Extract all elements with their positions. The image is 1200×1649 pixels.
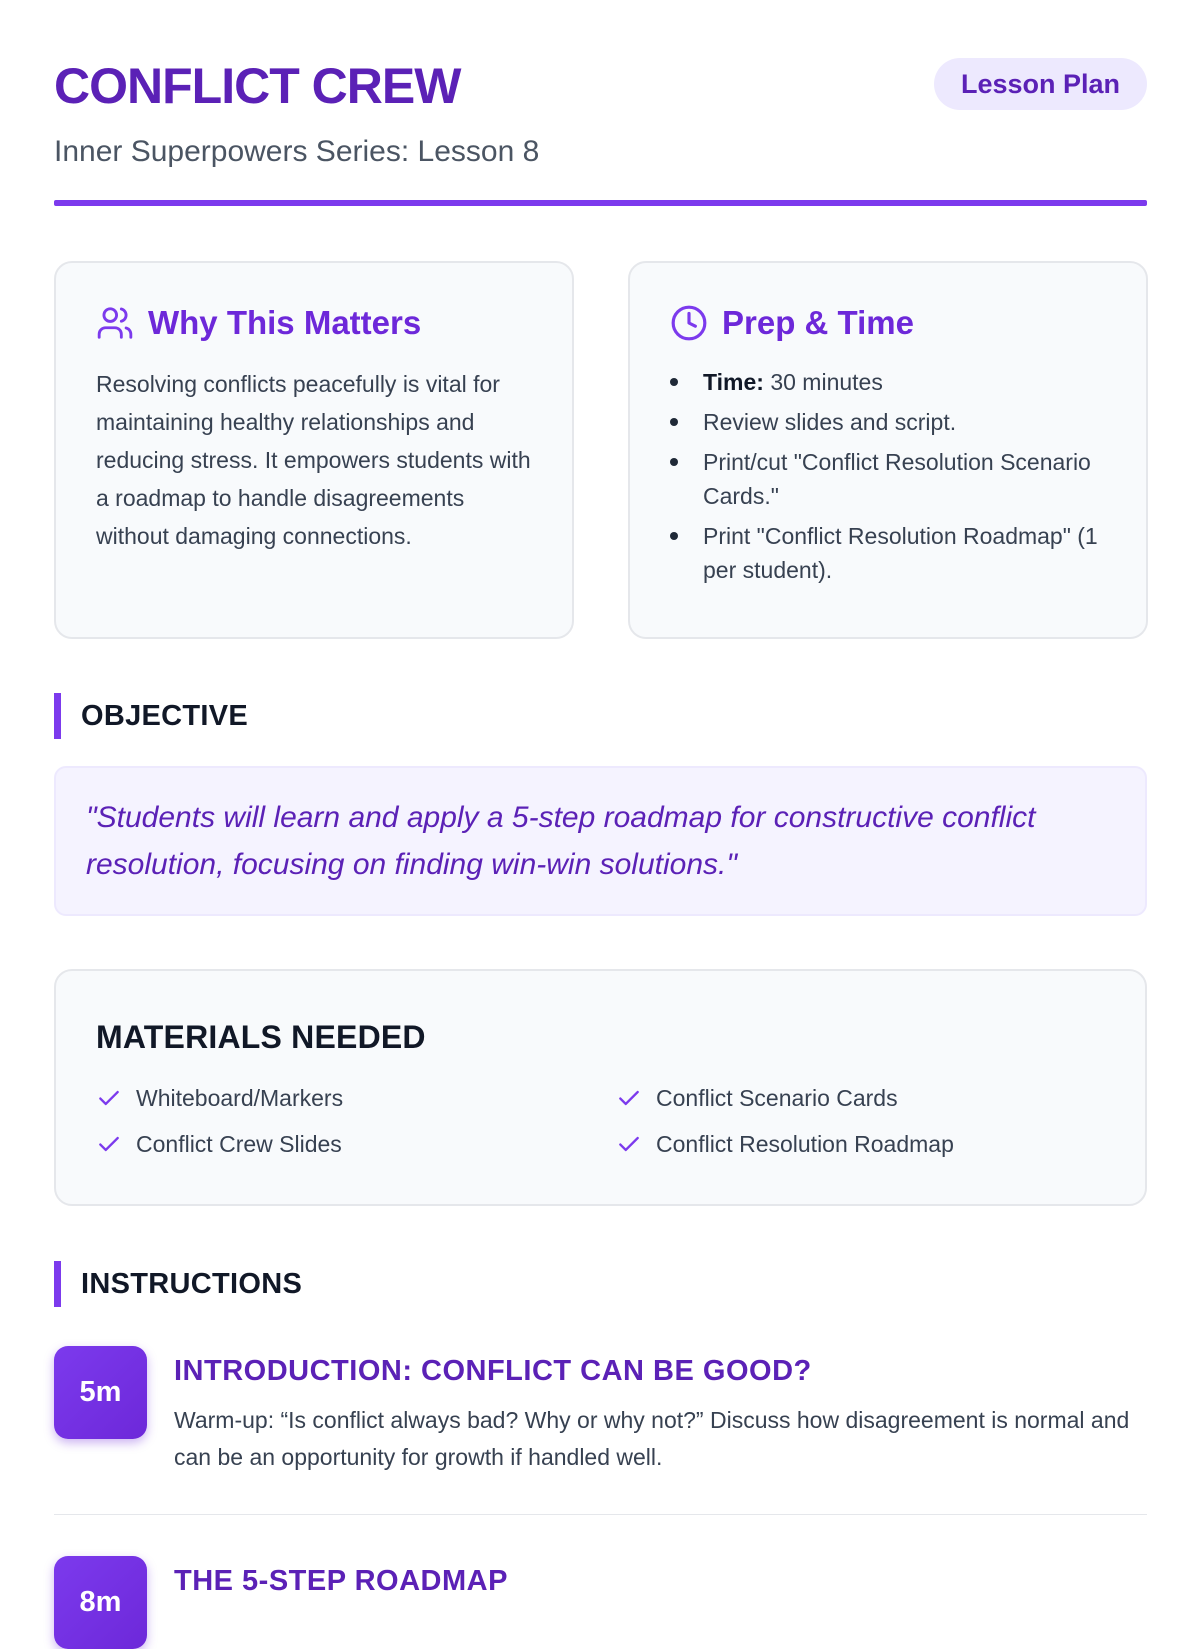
list-item — [670, 365, 1106, 399]
step-divider — [54, 1514, 1147, 1515]
lesson-plan-badge: Lesson Plan — [934, 58, 1147, 110]
materials-card — [54, 969, 1147, 1206]
list-item: Review slides and script. — [670, 405, 1106, 439]
why-this-matters-card — [54, 261, 574, 639]
list-item: Whiteboard/Markers — [96, 1081, 616, 1115]
header-divider — [54, 200, 1147, 206]
check-icon — [616, 1085, 642, 1111]
why-card-body: Resolving conflicts peacefully is vital for maintaining healthy relationships and reducing stress. It empowers students with a roadmap to handle disagreements without damaging connections. — [96, 371, 531, 549]
step-duration-badge: 8m — [54, 1556, 147, 1649]
why-card-title: Why This Matters — [148, 304, 422, 341]
objective-heading: OBJECTIVE — [54, 693, 248, 739]
time-label: Time: — [703, 369, 764, 395]
prep-card-title: Prep & Time — [722, 304, 914, 341]
prep-and-time-card — [628, 261, 1148, 639]
page-title: CONFLICT CREW — [54, 58, 461, 114]
step-title: INTRODUCTION: CONFLICT CAN BE GOOD? — [174, 1355, 812, 1387]
list-item: Conflict Scenario Cards — [616, 1081, 1116, 1115]
clock-icon — [670, 304, 708, 342]
step-description: Warm-up: “Is conflict always bad? Why or why not?” Discuss how disagreement is normal and can be an opportunity for growth if handled well. — [174, 1407, 1130, 1470]
list-item: Conflict Crew Slides — [96, 1127, 616, 1161]
materials-list — [96, 1081, 1105, 1161]
step-title: THE 5-STEP ROADMAP — [174, 1565, 508, 1597]
list-item: Print "Conflict Resolution Roadmap" (1 per student). — [670, 519, 1106, 587]
materials-heading: MATERIALS NEEDED — [96, 1019, 426, 1055]
users-icon — [96, 304, 134, 342]
check-icon — [96, 1131, 122, 1157]
prep-list — [670, 365, 1106, 587]
check-icon — [616, 1131, 642, 1157]
list-item: Print/cut "Conflict Resolution Scenario Cards." — [670, 445, 1106, 513]
step-duration-badge: 5m — [54, 1346, 147, 1439]
page-subtitle: Inner Superpowers Series: Lesson 8 — [54, 135, 540, 168]
list-item: Conflict Resolution Roadmap — [616, 1127, 1116, 1161]
check-icon — [96, 1085, 122, 1111]
time-value: 30 minutes — [763, 369, 883, 395]
instructions-heading: INSTRUCTIONS — [54, 1261, 302, 1307]
objective-quote: "Students will learn and apply a 5-step roadmap for constructive conflict resolution, focusing on finding win-win solutions." — [54, 766, 1147, 916]
